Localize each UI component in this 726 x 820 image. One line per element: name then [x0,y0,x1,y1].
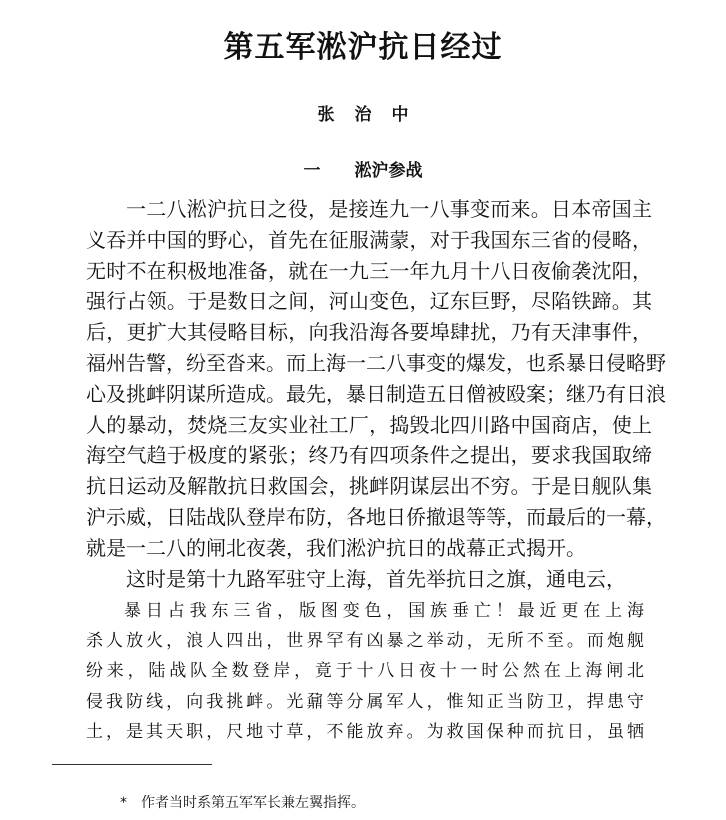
body-line: 人的暴动，焚烧三友实业社工厂，捣毁北四川路中国商店，使上 [86,412,652,437]
quote-line: 暴日占我东三省，版图变色，国族垂亡！最近更在上海 [124,601,644,621]
section-title: 淞沪参战 [354,161,423,181]
body-line: 这时是第十九路军驻守上海，首先举抗日之旗，通电云， [126,566,626,591]
section-heading [0,156,726,181]
section-number: 一 [303,161,321,181]
quote-line: 纷来，陆战队全数登岸，竟于十八日夜十一时公然在上海闸北 [86,661,644,682]
body-line: 一二八淞沪抗日之役，是接连九一八事变而来。日本帝国主 [126,197,652,221]
body-line: 义吞并中国的野心，首先在征服满蒙，对于我国东三省的侵略， [86,227,652,252]
quoted-telegram [86,596,644,747]
body-line: 心及挑衅阴谋所造成。最先，暴日制造五日僧被殴案；继乃有日浪 [86,381,666,406]
footnote-text: 作者当时系第五军军长兼左翼指挥。 [141,795,365,811]
author-name: 张治中 [317,105,429,125]
body-line: 强行占领。于是数日之间，河山变色，辽东巨野，尽陷铁蹄。其 [86,289,652,314]
body-text [86,194,666,594]
footnote-marker: * [120,795,127,811]
body-line: 就是一二八的闸北夜袭，我们淞沪抗日的战幕正式揭开。 [86,535,586,560]
body-line: 无时不在积极地准备，就在一九三一年九月十八日夜偷袭沈阳， [86,258,652,283]
footnote [120,792,365,812]
footnote-divider [52,764,212,765]
quote-line: 土，是其天职，尺地寸草，不能放弃。为救国保种而抗日，虽牺 [86,721,644,742]
article-title: 第五军淞沪抗日经过 [223,30,503,65]
body-line: 沪示威，日陆战队登岸布防，各地日侨撤退等等，而最后的一幕， [86,504,666,529]
body-line: 海空气趋于极度的紧张；终乃有四项条件之提出，要求我国取缔 [86,443,652,468]
quote-line: 侵我防线，向我挑衅。光鼐等分属军人，惟知正当防卫，捍患守 [86,691,644,712]
body-line: 福州告警，纷至沓来。而上海一二八事变的爆发，也系暴日侵略野 [86,350,666,375]
quote-line: 杀人放火，浪人四出，世界罕有凶暴之举动，无所不至。而炮舰 [86,631,644,652]
body-line: 抗日运动及解散抗日救国会，挑衅阴谋层出不穷。于是日舰队集 [86,474,652,499]
body-line: 后，更扩大其侵略目标，向我沿海各要埠肆扰，乃有天津事件， [86,320,652,345]
